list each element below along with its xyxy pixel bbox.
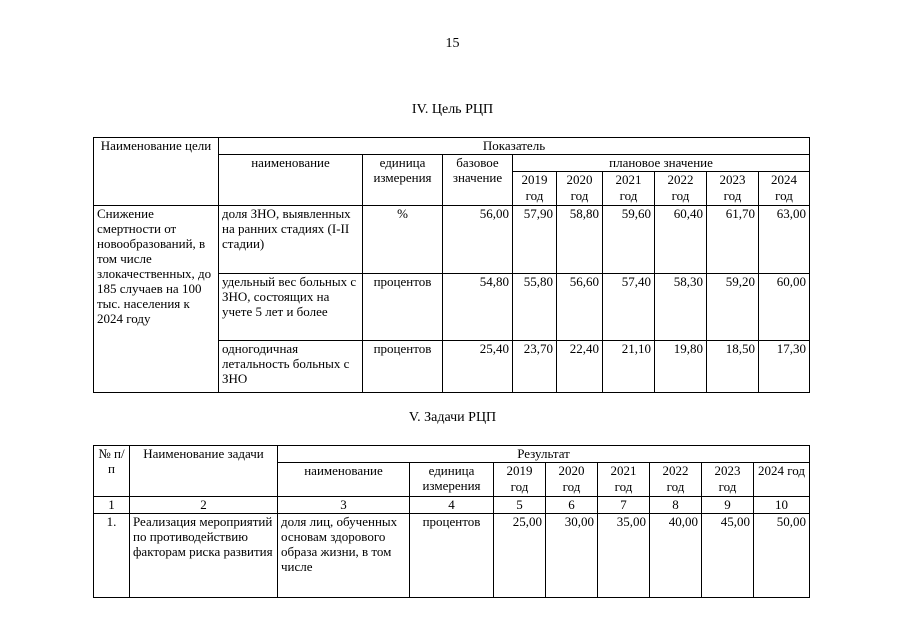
goals-section-title: IV. Цель РЦП — [411, 102, 494, 117]
column-number: 4 — [410, 497, 494, 514]
year-header: 2023 год — [702, 463, 754, 497]
year-header: 2022 год — [655, 172, 707, 206]
column-number: 1 — [94, 497, 130, 514]
year-header: 2019 год — [494, 463, 546, 497]
result-unit: процентов — [410, 514, 494, 598]
year-value: 23,70 — [513, 341, 557, 393]
goal-text: Снижение смертности от новообразований, в том числе злокачественных, до 185 случаев на 100 тыс. населения к 2024 году — [94, 206, 219, 393]
year-header: 2020 год — [546, 463, 598, 497]
year-value: 63,00 — [759, 206, 810, 274]
task-name-header: Наименование задачи — [130, 446, 278, 497]
column-number: 6 — [546, 497, 598, 514]
tasks-section-title: V. Задачи РЦП — [408, 410, 497, 425]
task-name: Реализация мероприятий по противодействию факторам риска развития — [130, 514, 278, 598]
table-row — [94, 514, 810, 598]
year-header: 2021 год — [603, 172, 655, 206]
task-number: 1. — [94, 514, 130, 598]
column-number: 8 — [650, 497, 702, 514]
result-header: Результат — [278, 446, 810, 463]
year-value: 59,60 — [603, 206, 655, 274]
indicator-name: доля ЗНО, выявленных на ранних стадиях (I-II стадии) — [219, 206, 363, 274]
indicator-header: Показатель — [219, 138, 810, 155]
base-value-header: базовое значение — [443, 155, 513, 206]
planned-value-header: плановое значение — [513, 155, 810, 172]
year-value: 40,00 — [650, 514, 702, 598]
year-value: 30,00 — [546, 514, 598, 598]
year-value: 50,00 — [754, 514, 810, 598]
result-name-header: наименование — [278, 463, 410, 497]
column-number: 3 — [278, 497, 410, 514]
year-value: 58,30 — [655, 274, 707, 341]
year-value: 18,50 — [707, 341, 759, 393]
column-number: 10 — [754, 497, 810, 514]
year-value: 59,20 — [707, 274, 759, 341]
indicator-unit: % — [363, 206, 443, 274]
column-number: 9 — [702, 497, 754, 514]
year-value: 45,00 — [702, 514, 754, 598]
num-header: № п/п — [94, 446, 130, 497]
base-value: 56,00 — [443, 206, 513, 274]
indicator-unit: процентов — [363, 274, 443, 341]
year-header: 2020 год — [557, 172, 603, 206]
goals-table — [93, 137, 810, 393]
indicator-name: одногодичная летальность больных с ЗНО — [219, 341, 363, 393]
base-value: 54,80 — [443, 274, 513, 341]
column-number: 7 — [598, 497, 650, 514]
year-value: 21,10 — [603, 341, 655, 393]
year-value: 55,80 — [513, 274, 557, 341]
column-number: 5 — [494, 497, 546, 514]
unit-header: единица измерения — [363, 155, 443, 206]
year-value: 22,40 — [557, 341, 603, 393]
year-header: 2021 год — [598, 463, 650, 497]
year-value: 57,90 — [513, 206, 557, 274]
year-value: 17,30 — [759, 341, 810, 393]
year-value: 57,40 — [603, 274, 655, 341]
indicator-unit: процентов — [363, 341, 443, 393]
year-value: 58,80 — [557, 206, 603, 274]
year-value: 60,00 — [759, 274, 810, 341]
year-header: 2022 год — [650, 463, 702, 497]
year-header: 2023 год — [707, 172, 759, 206]
year-header: 2024 год — [759, 172, 810, 206]
result-name: доля лиц, обученных основам здорового образа жизни, в том числе — [278, 514, 410, 598]
year-value: 25,00 — [494, 514, 546, 598]
year-header: 2019 год — [513, 172, 557, 206]
year-value: 60,40 — [655, 206, 707, 274]
table-row — [94, 206, 810, 274]
indicator-name: удельный вес больных с ЗНО, состоящих на учете 5 лет и более — [219, 274, 363, 341]
goal-name-header: Наименование цели — [94, 138, 219, 206]
year-value: 19,80 — [655, 341, 707, 393]
tasks-table — [93, 445, 810, 598]
column-number-row — [94, 497, 810, 514]
indicator-name-header: наименование — [219, 155, 363, 206]
column-number: 2 — [130, 497, 278, 514]
base-value: 25,40 — [443, 341, 513, 393]
year-value: 61,70 — [707, 206, 759, 274]
year-value: 56,60 — [557, 274, 603, 341]
year-header: 2024 год — [754, 463, 810, 497]
page-number: 15 — [445, 36, 460, 51]
unit-header: единица измерения — [410, 463, 494, 497]
year-value: 35,00 — [598, 514, 650, 598]
